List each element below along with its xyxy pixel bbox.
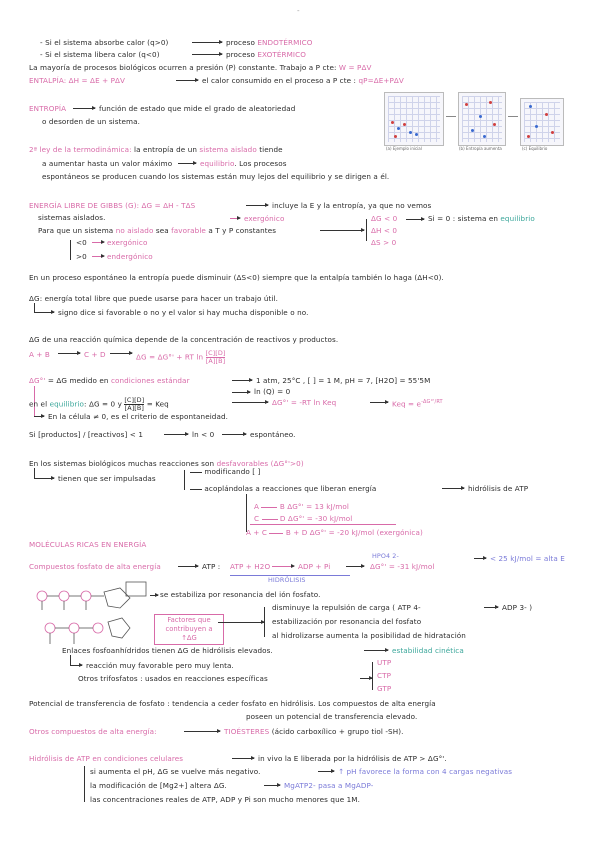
text-endergonico: endergónico (107, 252, 153, 261)
line-repulsion (272, 603, 421, 612)
text-resonancia: se estabiliza por resonancia del ión fosfato. (160, 590, 321, 599)
text-mayor: >0 (76, 252, 87, 261)
text-hidrolisis-atp: hidrólisis de ATP (468, 484, 529, 493)
text-ph: si aumenta el pH, ΔG se vuelve más negativo. (90, 767, 261, 776)
arrow (73, 108, 95, 109)
arrow (110, 353, 132, 354)
line-entalpia-def (202, 76, 404, 85)
sum-line (250, 524, 396, 525)
arrow (178, 566, 198, 567)
text-exergonico-1: exergónico (244, 214, 285, 223)
text-no-aislado: no aislado (115, 226, 154, 235)
text-presion: La mayoría de procesos biológicos ocurren a presión (P) constante. Trabajo a P cte: (29, 63, 337, 72)
text-keq-exponent: -ΔG°'/RT (421, 399, 443, 405)
text-equilibrio-2: equilibrio (500, 214, 535, 223)
line-para-que (38, 226, 276, 235)
text-potencial-elevado: poseen un potencial de transferencia elevado. (246, 712, 418, 721)
arrow (232, 392, 250, 393)
arrow (218, 622, 264, 623)
text-dg-cero: : ΔG = 0 y (84, 399, 122, 409)
arrow (230, 218, 240, 219)
arrow (246, 205, 268, 206)
text-menor: <0 (76, 238, 87, 247)
text-utp: UTP (377, 658, 392, 667)
line-modificando (190, 467, 260, 476)
text-exotermico: EXOTÉRMICO (257, 50, 306, 59)
fraction-q (206, 350, 226, 365)
figure-panel-b (458, 92, 506, 146)
text-hidrolisis-atp-en: Hidrólisis de ATP en (29, 754, 102, 763)
page-marker: - (297, 6, 300, 15)
bracket (246, 494, 247, 532)
text-keq: = Keq (146, 399, 169, 409)
text-bd-dg: B + D ΔG°' = -20 kJ/mol (exergónica) (285, 528, 423, 537)
line-libera (40, 50, 160, 59)
line-c-d (254, 514, 352, 523)
line-a-b (254, 502, 349, 511)
text-mg: la modificación de [Mg2+] altera ΔG. (90, 781, 227, 790)
line-si-productos: Si [productos] / [reactivos] < 1 (29, 430, 143, 439)
text-dg-neg: ΔG < 0 (371, 214, 398, 223)
line-condiciones: 1 atm, 25°C , [ ] = 1 M, pH = 7, [H2O] = 55'5M (256, 376, 431, 385)
line-menor (76, 238, 87, 247)
text-alta-e: < 25 kJ/mol = alta E (490, 554, 565, 563)
text-segunda-ley: 2ª ley de la termodinámica: (29, 145, 132, 154)
text-adp-pi: ADP + Pi (298, 562, 331, 571)
text-equilibrio-3: equilibrio (49, 399, 85, 409)
text-hidrolisis: HIDRÓLISIS (268, 576, 306, 584)
text-ac: A + C (246, 528, 268, 537)
arrow (150, 595, 158, 596)
text-entalpia-formula: ΔH = ΔE + PΔV (68, 76, 126, 85)
arrow (34, 312, 54, 313)
bracket (70, 240, 71, 260)
text-d-dg: D ΔG°' = -30 kJ/mol (279, 514, 353, 523)
text-medido-en: = ΔG medido en (47, 376, 109, 385)
line-equilibrio-keq (29, 397, 169, 412)
line-entalpia (29, 76, 125, 85)
text-reaccion-lenta: reacción muy favorable pero muy lenta. (86, 661, 234, 670)
text-b-dg: B ΔG°' = 13 kJ/mol (279, 502, 350, 511)
fraction-den: [A][B] (124, 404, 144, 412)
text-impulsadas: tienen que ser impulsadas (58, 474, 156, 483)
text-exergonico-2: exergónico (107, 238, 148, 247)
text-sea: sea (155, 226, 169, 235)
text-ph-forma: ↑ pH favorece la forma con 4 cargas negativas (338, 767, 513, 776)
line-espontaneo-entropia: En un proceso espontáneo la entropía puede disminuir (ΔS<0) siempre que la entalpía también lo haga (ΔH<0). (29, 273, 444, 282)
arrow (318, 771, 334, 772)
text-proceso: proceso (226, 50, 255, 59)
line-presion (29, 63, 371, 72)
line-equilibrio-sistema (428, 214, 535, 223)
text-trabajo: W = PΔV (338, 63, 372, 72)
arrow (264, 785, 280, 786)
arrow (222, 434, 246, 435)
text-adp3: ADP 3- ) (502, 603, 533, 612)
line-equilibrio (200, 159, 287, 168)
text-otros-trifosfatos: Otros trifosfatos : usados en reacciones específicas (78, 674, 268, 683)
text-estabilidad-cinetica: estabilidad cinética (392, 646, 464, 655)
arrow (92, 242, 104, 243)
text-hpo4: HPO4 2- (372, 552, 399, 560)
text-dg: ΔG (29, 294, 40, 303)
text-tioesteres: TIOÉSTERES (224, 727, 270, 736)
text-acoplandolas: acoplándolas a reacciones que liberan energía (204, 484, 377, 493)
text-espontaneo: espontáneo. (250, 430, 296, 439)
arrow-line (190, 472, 202, 473)
text-constantes: a T y P constantes (208, 226, 277, 235)
heading-moleculas: MOLÉCULAS RICAS EN ENERGÍA (29, 540, 147, 549)
figure-caption-b: (b) Entropía aumenta (459, 146, 502, 151)
text-ctp: CTP (377, 671, 392, 680)
text-ab: A + B (29, 350, 50, 359)
text-entropia-label: ENTROPÍA (29, 104, 67, 113)
text-absorbe: - Si el sistema absorbe calor (q>0) (40, 38, 169, 47)
arrow (34, 416, 44, 417)
bracket (184, 470, 185, 490)
text-keq-e: Keq = e (392, 399, 422, 409)
bracket (84, 766, 85, 802)
line-absorbe (40, 38, 168, 47)
bracket (70, 655, 71, 665)
line-gibbs (29, 201, 195, 210)
text-ln-q: ln (Q) = 0 (254, 387, 291, 396)
figure-caption-c: (c) Equilibrio (522, 146, 548, 151)
arrow (176, 80, 198, 81)
text-energia-libre: : energía total libre que puede usarse para hacer un trabajo útil. (39, 294, 279, 303)
figure-panel-a (384, 92, 444, 146)
line-celula: En la célula ≠ 0, es el criterio de espontaneidad. (48, 412, 229, 421)
text-entalpia-label: ENTALPÍA: (29, 76, 67, 85)
text-atp: ATP : (202, 562, 221, 571)
text-si-cero: Si = 0 : sistema en (428, 214, 499, 223)
text-dg-rtln: ΔG°' = -RT ln Keq (272, 398, 337, 407)
line-acoplandolas (190, 484, 376, 493)
text-estabilizacion: estabilización por resonancia del fosfato (272, 617, 422, 626)
arrow (34, 478, 54, 479)
arrow (192, 42, 222, 43)
fraction-num: [C][D] (205, 349, 226, 357)
text-aumentar: a aumentar hasta un valor máximo (42, 159, 173, 168)
text-libera: - Si el sistema libera calor (q<0) (40, 50, 160, 59)
text-calor-consumido: el calor consumido en el proceso a P cte : (202, 76, 357, 85)
text-otros-compuestos: Otros compuestos de alta energía: (29, 727, 157, 736)
arrow (192, 54, 222, 55)
box-factores: Factores que contribuyen a ↑ΔG (154, 614, 224, 645)
text-potencial-transferencia: Potencial de transferencia de fosfato : tendencia a ceder fosfato en hidrólisis. Los compuestos de alta energía (29, 699, 436, 708)
bracket (366, 219, 367, 241)
text-dg-formula: ΔG = ΔG°' + RT ln (136, 352, 204, 362)
line-dg-estandar (29, 376, 190, 385)
arrow (346, 566, 364, 567)
text-procesos: . Los procesos (234, 159, 287, 168)
line-otros-compuestos (29, 727, 157, 736)
text-gibbs: ENERGÍA LIBRE DE GIBBS (G): ΔG = ΔH - TΔS (29, 201, 196, 210)
text-proceso: proceso (226, 38, 255, 47)
arrow-line (190, 489, 202, 490)
text-condiciones-estandar: condiciones estándar (110, 376, 190, 385)
text-favorable: favorable (171, 226, 206, 235)
text-equilibrio: equilibrio (200, 159, 235, 168)
text-a: A (254, 502, 260, 511)
line-cd (84, 350, 106, 359)
arrow (70, 665, 82, 666)
arrow (474, 558, 486, 559)
text-acido-carboxilico: (ácido carboxílico + grupo tiol -SH). (271, 727, 404, 736)
line-sistemas-biologicos (29, 459, 304, 468)
arrow (232, 402, 268, 403)
line-tioesteres (224, 727, 404, 736)
arrow (370, 402, 388, 403)
bracket (34, 468, 35, 478)
text-mgatp: MgATP2- pasa a MgADP- (284, 781, 374, 790)
text-atp-h2o: ATP + H2O (230, 562, 271, 571)
arrow (164, 434, 188, 435)
text-hidratacion: al hidrolizarse aumenta la posibilidad de hidratación (272, 631, 466, 640)
line-signo: signo dice si favorable o no y el valor si hay mucha disponible o no. (58, 308, 309, 317)
arrow (58, 353, 80, 354)
figure-arrow-1 (446, 116, 456, 117)
text-dh-neg: ΔH < 0 (371, 226, 398, 235)
fraction-den: [A][B] (205, 357, 226, 365)
arrow-line (262, 519, 278, 520)
text-condiciones-celulares: condiciones celulares (103, 754, 184, 763)
fraction-num: [C][D] (124, 396, 145, 404)
line-ac-bd (246, 528, 423, 537)
arrow (178, 163, 196, 164)
text-cd: C + D (84, 350, 106, 359)
line-dg-reaccion: ΔG de una reacción química depende de la concentración de reactivos y productos. (29, 335, 339, 344)
arrow (320, 230, 364, 231)
line-ab (29, 350, 50, 359)
atp-structure-icon (30, 578, 154, 654)
text-entropia-de: la entropía de un (134, 145, 198, 154)
arrow (232, 380, 252, 381)
arrow (364, 650, 388, 651)
arrow (442, 488, 464, 489)
text-dg0: ΔG°' (29, 376, 46, 385)
arrow (484, 607, 498, 608)
line-entropia-def: función de estado que mide el grado de aleatoriedad (99, 104, 296, 113)
text-enlaces-fosfoanhidridos: Enlaces fosfoanhídridos tienen ΔG de hidrólisis elevados. (62, 646, 273, 655)
line-dg-formula (136, 350, 225, 365)
figure-panel-c (520, 98, 564, 146)
text-compuestos-fosfato: Compuestos fosfato de alta energía (29, 562, 161, 571)
line-entropia-def2: o desorden de un sistema. (42, 117, 141, 126)
arrow (272, 566, 294, 567)
text-sistema-aislado: sistema aislado (199, 145, 257, 154)
line-aislados: sistemas aislados. (38, 213, 106, 222)
bracket (34, 303, 35, 312)
line-absorbe-result (226, 38, 313, 47)
line-entropia (29, 104, 66, 113)
text-gtp: GTP (377, 684, 392, 693)
arrow-line (269, 533, 283, 534)
text-ds-pos: ΔS > 0 (371, 238, 397, 247)
text-qp: qP=ΔE+PΔV (358, 76, 404, 85)
line-hidrolisis-celular (29, 754, 183, 763)
line-libera-result (226, 50, 306, 59)
figure-caption-a: (a) Ejemplo inicial (386, 146, 422, 151)
text-tiende: tiende (259, 145, 283, 154)
text-in-vivo: in vivo la E liberada por la hidrólisis de ATP > ΔG°'. (258, 754, 447, 763)
arrow-line (261, 507, 277, 508)
text-desfavorables: desfavorables (ΔG°'>0) (216, 459, 304, 468)
text-endotermico: ENDOTÉRMICO (257, 38, 313, 47)
fraction-keq (124, 397, 144, 412)
arrow (406, 219, 424, 220)
text-ln-neg: ln < 0 (192, 430, 215, 439)
line-dg-energia (29, 294, 278, 303)
line-gibbs-def: incluye la E y la entropía, ya que no vemos (272, 201, 432, 210)
text-concentraciones: las concentraciones reales de ATP, ADP y Pi son mucho menores que 1M. (90, 795, 360, 804)
arrow (232, 758, 254, 759)
text-en-el: en el (29, 399, 48, 409)
line-valor-maximo (42, 159, 172, 168)
text-c: C (254, 514, 260, 523)
arrow (184, 731, 220, 732)
figure-arrow-2 (508, 116, 518, 117)
text-dg-atp: ΔG°' = -31 kJ/mol (370, 562, 435, 571)
line-espontaneos: espontáneos se producen cuando los sistemas están muy lejos del equilibrio y se dirigen a él. (42, 172, 390, 181)
line-segunda-ley (29, 145, 283, 154)
text-sistemas-bio: En los sistemas biológicos muchas reacciones son (29, 459, 215, 468)
line-keq-exp (392, 398, 443, 408)
arrow (92, 256, 104, 257)
line-mayor (76, 252, 87, 261)
text-para-que: Para que un sistema (38, 226, 114, 235)
arrow (360, 678, 372, 679)
text-modificando: modificando [ ] (204, 467, 261, 476)
text-repulsion: disminuye la repulsión de carga ( ATP 4- (272, 603, 421, 612)
